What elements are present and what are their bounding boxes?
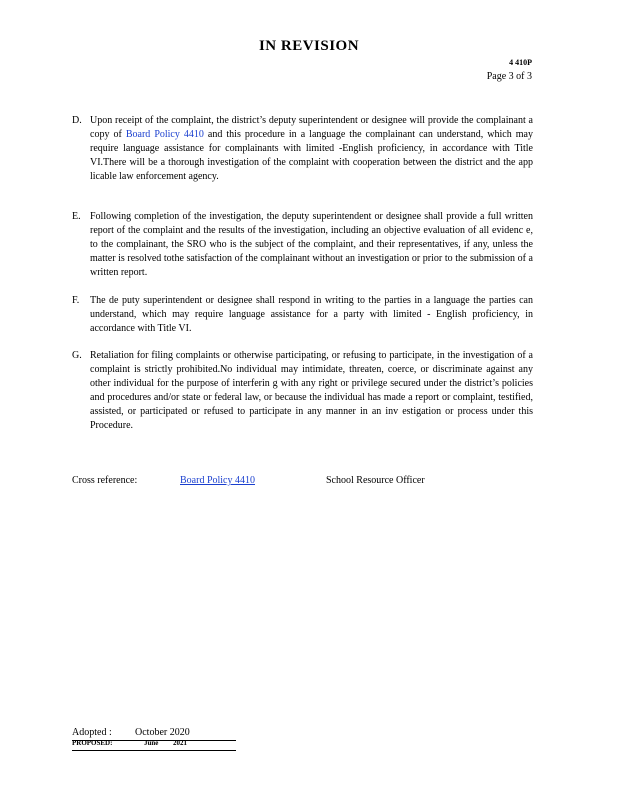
policy-code: 4 410P — [509, 58, 532, 67]
item-letter: G. — [72, 350, 82, 361]
item-text: The de puty superintendent or designee shall respond in writing to the parties in a language the parties can understand, which may require language assistance for a party with limited - English proficiency, in accordance with Title VI. — [90, 295, 533, 334]
page-number: Page 3 of 3 — [486, 71, 532, 82]
item-text: Retaliation for filing complaints or otherwise participating, or refusing to participate, in the investigation of a complaint is strictly prohibited.No individual may intimidate, threaten, coerce, or discriminate against any other individual for the purpose of interferin g with any right or privilege secured under the district’s policies and procedures and/or state or federal law, or because the individual has made a report or complaint, testified, assisted, or participated or refused to participate in any manner in an inv estigation or process under this Procedure. — [90, 350, 533, 431]
item-letter: D. — [72, 115, 82, 126]
board-policy-link[interactable]: Board Policy 4410 — [125, 129, 204, 140]
proposed-month: June — [144, 739, 159, 747]
adopted-label: Adopted : — [72, 727, 112, 738]
item-text: Following completion of the investigation, the deputy superintendent or designee shall provide a full written report of the complaint and the results of the investigation, including an objective evaluation of all evidenc e, to the complainant, the SRO who is the subject of the complaint, and their representatives, if any, unless the matter is resolved tothe satisfaction of the complainant without an investigation or prior to the submission of a written report. — [90, 211, 533, 278]
list-item-g — [72, 349, 533, 433]
adopted-date: October 2020 — [135, 727, 190, 738]
item-letter: E. — [72, 211, 81, 222]
proposed-year: 2021 — [173, 739, 187, 747]
list-item-d — [72, 114, 533, 184]
item-text-after-link: and this procedure in a language the complainant can understand, which may require language assistance for complainants with limited -English proficiency, in accordance with Title VI.There will be a thorough investigation of the complaint with cooperation between the district and the app licable law enforcement agency. — [90, 129, 533, 182]
proposed-footer — [72, 739, 236, 751]
proposed-label: PROPOSED: — [72, 739, 113, 747]
cross-reference-link[interactable]: Board Policy 4410 — [180, 475, 255, 486]
item-text-before-link: Upon receipt of the complaint, the district’s deputy superintendent or designee will provide the complainant a copy of — [90, 115, 533, 140]
page-title: IN REVISION — [258, 38, 360, 54]
cross-reference-label: Cross reference: — [72, 475, 138, 486]
list-item-f — [72, 294, 533, 336]
item-text — [90, 114, 533, 184]
item-letter: F. — [72, 295, 80, 306]
list-item-e — [72, 210, 533, 280]
cross-reference-topic: School Resource Officer — [326, 475, 425, 486]
